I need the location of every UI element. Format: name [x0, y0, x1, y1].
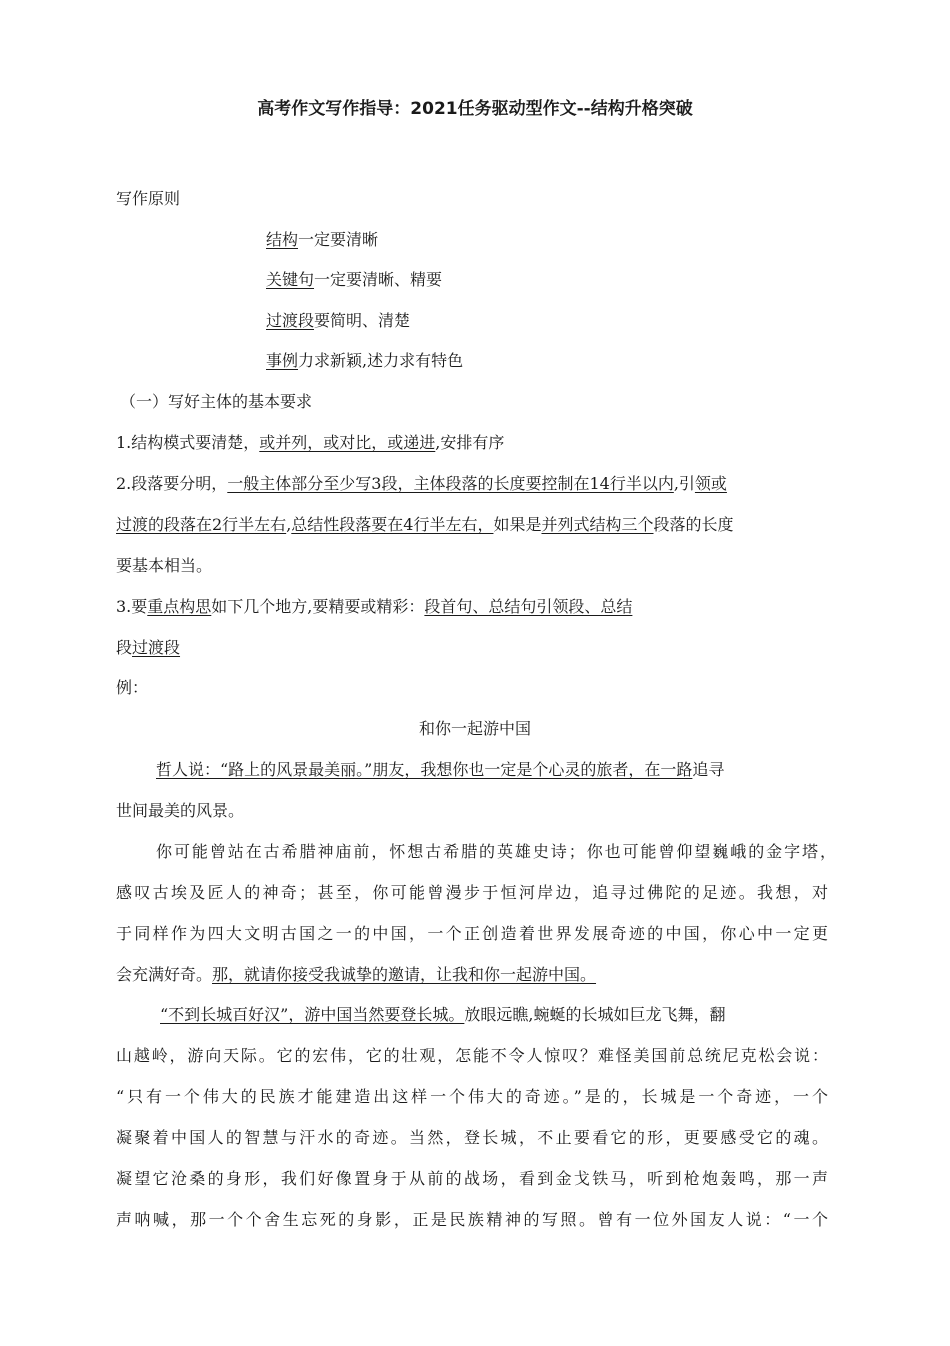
requirement-1 — [116, 432, 504, 454]
requirement-3-line-1 — [116, 596, 632, 618]
essay-para3-line-1 — [160, 1004, 725, 1026]
underlined-text: 一般主体部分至少写3段，主体段落的长度要控制在14行半以内 — [227, 474, 674, 493]
underlined-text: 哲人说：“路上的风景最美丽。”朋友，我想你也一定是个心灵的旅者，在一路 — [156, 760, 693, 779]
text-run: 追寻 — [692, 760, 725, 779]
principle-text: 一定要清晰、精要 — [314, 270, 443, 289]
essay-para1-line-2: 世间最美的风景。 — [116, 801, 245, 820]
principle-item — [266, 269, 442, 291]
principle-item — [266, 229, 378, 251]
requirement-3-line-2 — [116, 637, 180, 659]
section-heading: （一）写好主体的基本要求 — [120, 392, 313, 411]
text-run: 段 — [116, 638, 133, 657]
principle-text: 要简明、清楚 — [314, 311, 411, 330]
principle-key: 结构 — [266, 230, 299, 249]
essay-para2-line-3: 于同样作为四大文明古国之一的中国，一个正创造着世界发展奇迹的中国，你心中一定更 — [116, 924, 828, 943]
principle-text: 力求新颖,述力求有特色 — [298, 351, 464, 370]
essay-para3-line-2: 山越岭，游向天际。它的宏伟，它的壮观，怎能不令人惊叹？难怪美国前总统尼克松会说： — [116, 1046, 828, 1065]
underlined-text: 过渡段 — [132, 638, 181, 657]
underlined-text: 总结性段落要在4行半左右， — [291, 515, 494, 534]
principle-key: 事例 — [266, 351, 299, 370]
essay-para2-line-4 — [116, 964, 596, 986]
underlined-text: 并列式结构三个 — [541, 515, 654, 534]
principle-text: 一定要清晰 — [298, 230, 379, 249]
underlined-text: 过渡的段落在2行半左右 — [116, 515, 287, 534]
essay-para2-line-2: 感叹古埃及匠人的神奇；甚至，你可能曾漫步于恒河岸边，追寻过佛陀的足迹。我想，对 — [116, 883, 828, 902]
essay-para3-line-3: “只有一个伟大的民族才能建造出这样一个伟大的奇迹。”是的，长城是一个奇迹，一个 — [116, 1087, 828, 1106]
requirement-2-line-3: 要基本相当。 — [116, 556, 213, 575]
essay-para3-line-4: 凝聚着中国人的智慧与汗水的奇迹。当然，登长城，不止要看它的形，更要感受它的魂。 — [116, 1128, 828, 1147]
underlined-text: 领或 — [694, 474, 727, 493]
principle-key: 关键句 — [266, 270, 315, 289]
underlined-text: “不到长城百好汉”，游中国当然要登长城。 — [160, 1005, 465, 1024]
principle-item — [266, 310, 410, 332]
text-run: 1.结构模式要清楚， — [116, 433, 260, 452]
essay-para3-line-5: 凝望它沧桑的身形，我们好像置身于从前的战场，看到金戈铁马，听到枪炮轰鸣，那一声 — [116, 1169, 828, 1188]
essay-para3-line-6: 声呐喊，那一个个舍生忘死的身影，正是民族精神的写照。曾有一位外国友人说：“一个 — [116, 1210, 828, 1229]
essay-title: 和你一起游中国 — [418, 719, 531, 738]
requirement-2-line-1 — [116, 473, 727, 495]
example-label: 例： — [116, 678, 149, 697]
text-run: 段落的长度 — [653, 515, 734, 534]
essay-para1-line-1 — [156, 759, 724, 781]
requirement-2-line-2 — [116, 514, 734, 536]
text-run: ,安排有序 — [435, 433, 505, 452]
text-run: 会充满好奇。 — [116, 965, 213, 984]
essay-para2-line-1: 你可能曾站在古希腊神庙前，怀想古希腊的英雄史诗；你也可能曾仰望巍峨的金字塔， — [156, 842, 836, 861]
text-run: ,引 — [673, 474, 695, 493]
principle-key: 过渡段 — [266, 311, 315, 330]
underlined-text: 或并列，或对比，或递进 — [259, 433, 436, 452]
underlined-text: 那，就请你接受我诚挚的邀请，让我和你一起游中国。 — [212, 965, 597, 984]
underlined-text: 重点构思 — [147, 597, 212, 616]
document-title: 高考作文写作指导：2021任务驱动型作文--结构升格突破 — [257, 99, 693, 119]
text-run: 3.要 — [116, 597, 148, 616]
underlined-text: 段首句、总结句引领段、总结 — [424, 597, 633, 616]
principles-heading: 写作原则 — [116, 189, 181, 208]
principle-item — [266, 350, 463, 372]
text-run: 如果是 — [493, 515, 542, 534]
text-run: , — [286, 515, 292, 534]
text-run: 放眼远瞧,蜿蜒的长城如巨龙飞舞，翻 — [464, 1005, 726, 1024]
text-run: 如下几个地方,要精要或精彩： — [211, 597, 425, 616]
text-run: 2.段落要分明， — [116, 474, 228, 493]
